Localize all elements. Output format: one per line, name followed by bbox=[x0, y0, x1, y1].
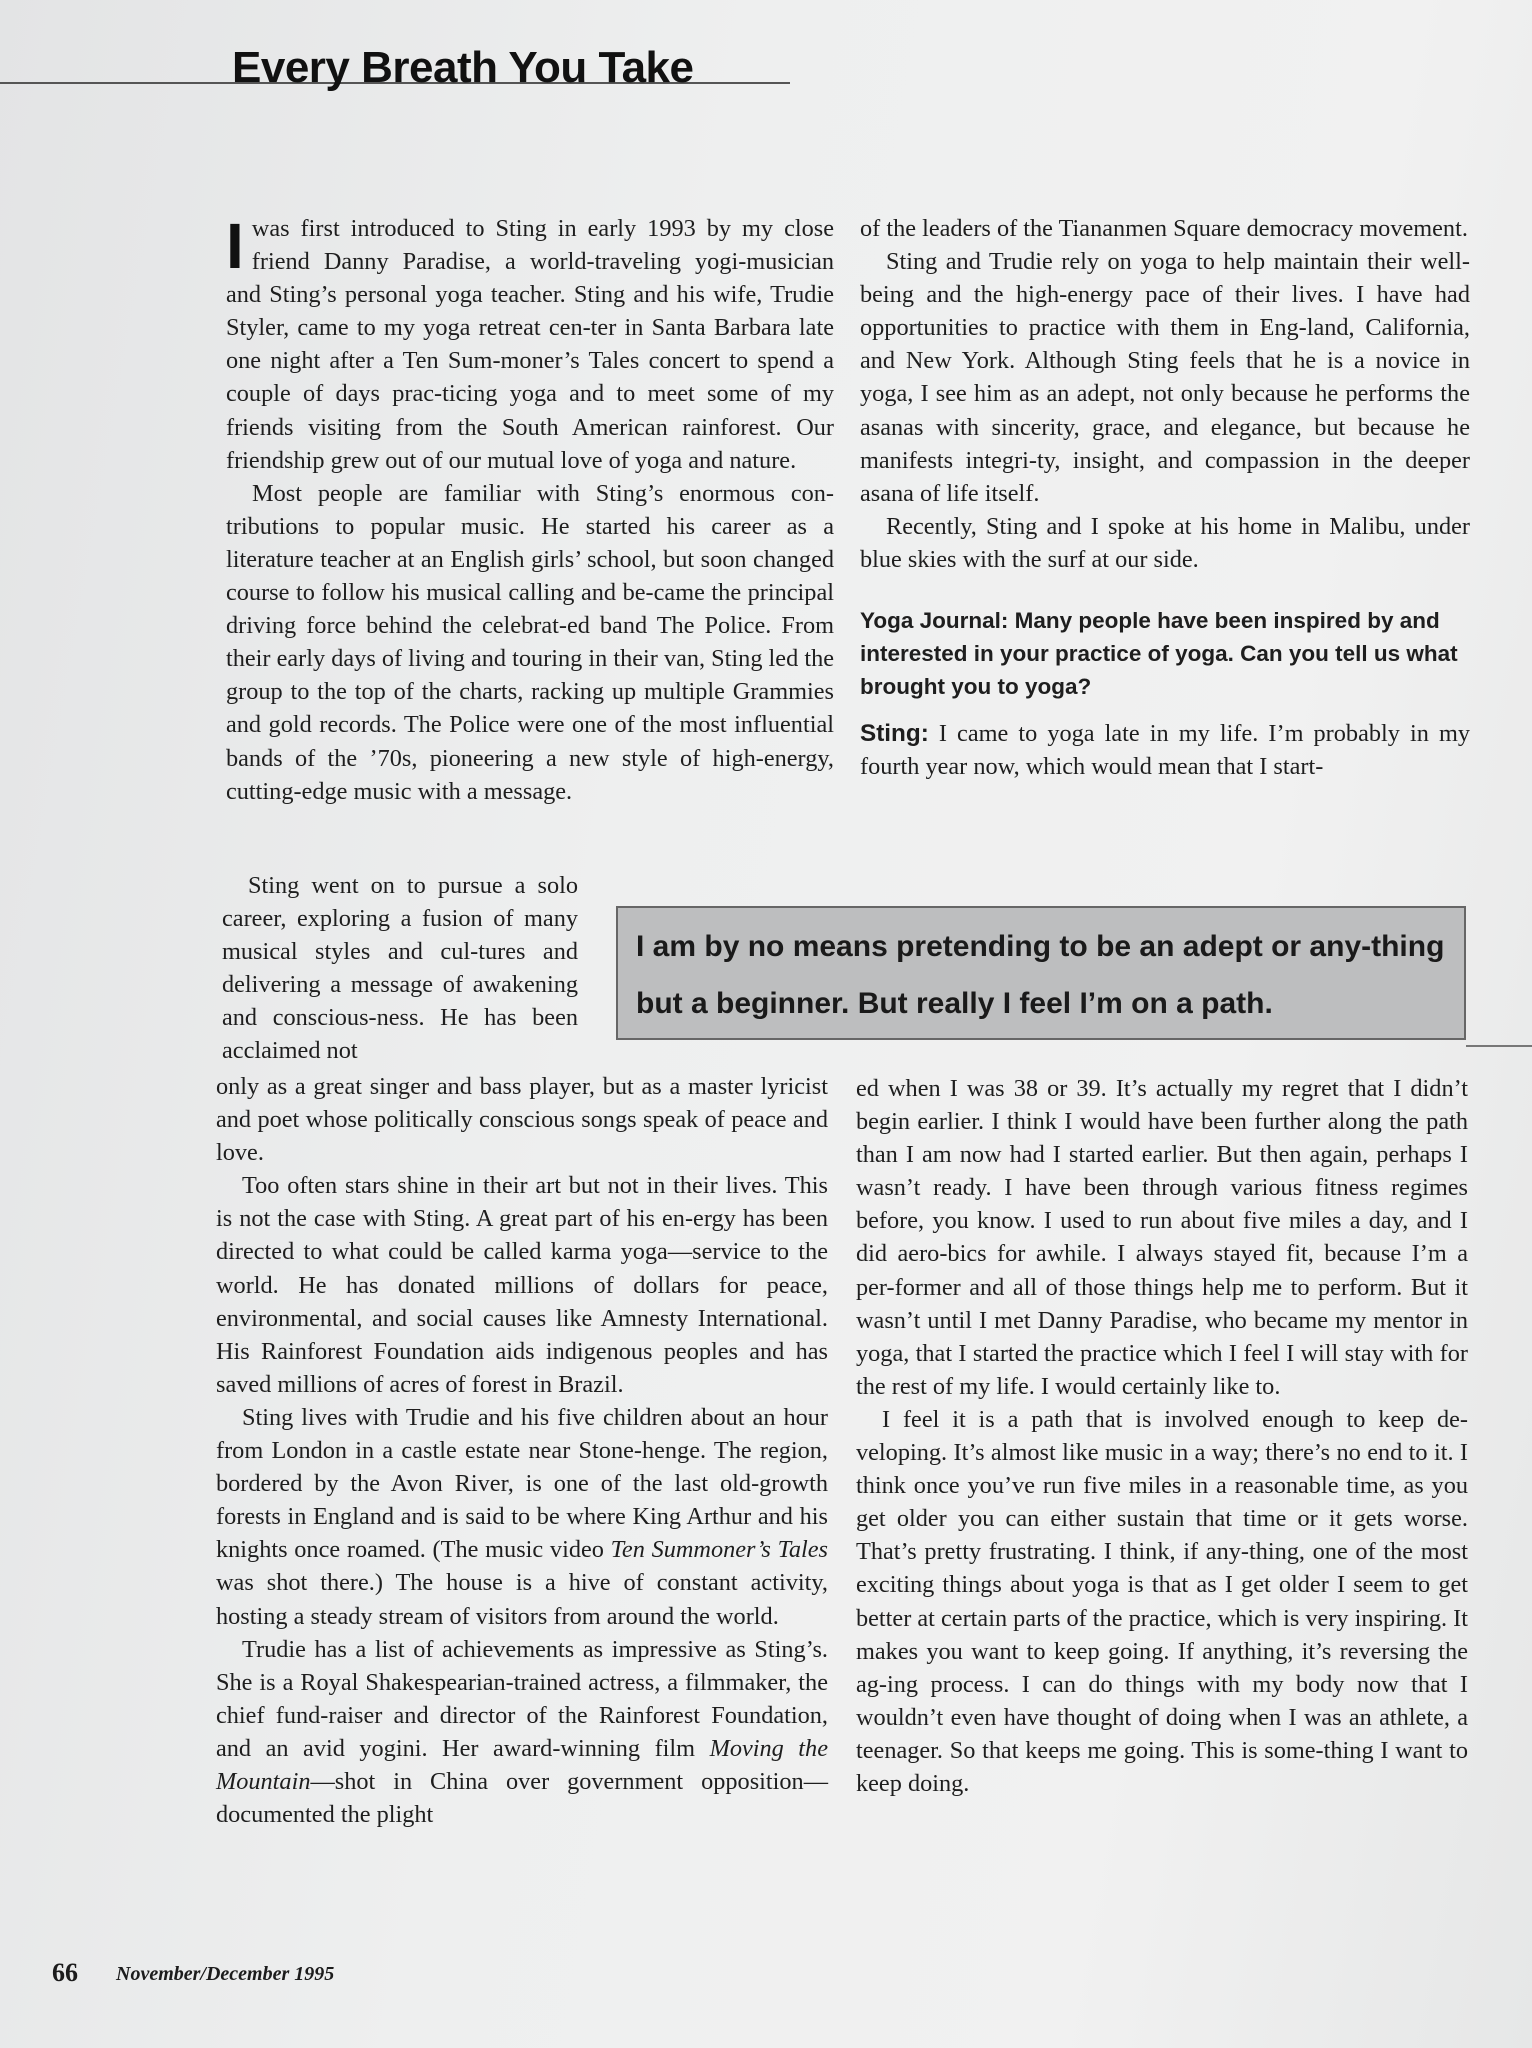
drop-cap: I bbox=[226, 210, 244, 282]
body-paragraph: of the leaders of the Tiananmen Square democracy movement. bbox=[860, 215, 1468, 242]
body-paragraph: Too often stars shine in their art but not in their lives. This is not the case with Sting. A great part of his en-ergy has been directed to what could be called karma yoga—service to the world. He has donated millions of dollars for peace, environmental, and social causes like Amnesty International. His Rainforest Foundation aids indigenous peoples and has saved millions of acres of forest in Brazil. bbox=[216, 1172, 828, 1398]
body-paragraph: only as a great singer and bass player, but as a master lyricist and poet whose politically conscious songs speak of peace and love. bbox=[216, 1073, 828, 1167]
interview-answer: ed when I was 38 or 39. It’s actually my regret that I didn’t begin earlier. I think I would have been further along the path than I am now had I started earlier. But then again, perhaps I wasn’t ready. I have been through various fitness regimes before, you know. I used to run about five miles a day, and I did aero-bics for awhile. I always stayed fit, because I’m a per-former and all of those things help me to perform. But it wasn’t until I met Danny Paradise, who became my mentor in yoga, that I started the practice which I feel I will stay with for the rest of my life. I would certainly like to. bbox=[856, 1075, 1468, 1400]
film-title: Moving the Mountain bbox=[216, 1734, 828, 1795]
interview-answer: I feel it is a path that is involved enough to keep de-veloping. It’s almost like music in a way; there’s no end to it. I think once you’ve run five miles in a reasonable time, as you get older you can either sustain that time or it gets worse. That’s pretty frustrating. I think, if any-thing, one of the most exciting things about yoga is that as I get older I seem to get better at certain parts of the practice, which is very inspiring. It makes you want to keep going. If anything, it’s reversing the ag-ing process. I can do things with my body now that I wouldn’t even have thought of doing when I was an athlete, a teenager. So that keeps me going. This is some-thing I want to keep doing. bbox=[856, 1405, 1468, 1797]
left-column-wrap bbox=[222, 869, 578, 1068]
interview-answer: Sting: I came to yoga late in my life. I’m probably in my fourth year now, which would mean that I start- bbox=[860, 720, 1470, 781]
page-number: 66 bbox=[52, 1958, 78, 1987]
speaker-label: Sting: bbox=[860, 720, 929, 748]
interview-question: Yoga Journal: Many people have been inspired by and interested in your practice of yoga. Can you tell us what brought you to yoga? bbox=[860, 608, 1458, 700]
left-column-bottom bbox=[216, 1070, 828, 1831]
intro-paragraph: Iwas first introduced to Sting in early 1993 by my close friend Danny Paradise, a world-traveling yogi-musician and Sting’s personal yoga teacher. Sting and his wife, Trudie Styler, came to my yoga retreat cen-ter in Santa Barbara late one night after a Ten Sum-moner’s Tales concert to spend a couple of days prac-ticing yoga and to meet some of my friends visiting from the South American rainforest. Our friendship grew out of our mutual love of yoga and nature. bbox=[226, 210, 834, 474]
body-paragraph: Sting and Trudie rely on yoga to help maintain their well-being and the high-energy pace of their lives. I have had opportunities to practice with them in Eng-land, California, and New York. Although Sting feels that he is a novice in yoga, I see him as an adept, not only because he performs the asanas with sincerity, grace, and elegance, but because he manifests integri-ty, insight, and compassion in the deeper asana of life itself. bbox=[860, 248, 1470, 507]
video-title: Ten Summoner’s Tales bbox=[610, 1536, 828, 1564]
body-paragraph: Sting lives with Trudie and his five children about an hour from London in a castle estate near Stone-henge. The region, bordered by the Avon River, is one of the last old-growth forests in England and is said to be where King Arthur and his knights once roamed. (The music video Ten Summoner’s Tales was shot there.) The house is a hive of constant activity, hosting a steady stream of visitors from around the world. bbox=[216, 1403, 828, 1630]
issue-date: November/December 1995 bbox=[116, 1963, 335, 1985]
body-paragraph: Sting went on to pursue a solo career, exploring a fusion of many musical styles and cul-tures and delivering a message of awakening and conscious-ness. He has been acclaimed not bbox=[222, 872, 578, 1065]
body-paragraph: Recently, Sting and I spoke at his home in Malibu, under blue skies with the surf at our side. bbox=[860, 512, 1470, 573]
right-column-bottom bbox=[856, 1072, 1468, 1800]
left-column-top bbox=[226, 212, 834, 808]
body-paragraph: Most people are familiar with Sting’s enormous con-tributions to popular music. He started his career as a literature teacher at an English girls’ school, but soon changed course to follow his musical calling and be-came the principal driving force behind the celebrat-ed band The Police. From their early days of living and touring in their van, Sting led the group to the top of the charts, racking up multiple Grammies and gold records. The Police were one of the most influential bands of the ’70s, pioneering a new style of high-energy, cutting-edge music with a message. bbox=[226, 479, 834, 805]
article-title: Every Breath You Take bbox=[232, 43, 694, 92]
right-column-top bbox=[860, 212, 1470, 783]
body-paragraph: Trudie has a list of achievements as impressive as Sting’s. She is a Royal Shakespearian-trained actress, a filmmaker, the chief fund-raiser and director of the Rainforest Foundation, and an avid yogini. Her award-winning film Moving the Mountain—shot in China over government opposition—documented the plight bbox=[216, 1635, 828, 1829]
pull-quote-rule bbox=[1466, 1045, 1532, 1047]
pull-quote: I am by no means pretending to be an adept or any-thing but a beginner. But really I feel I’m on a path. bbox=[616, 906, 1466, 1040]
